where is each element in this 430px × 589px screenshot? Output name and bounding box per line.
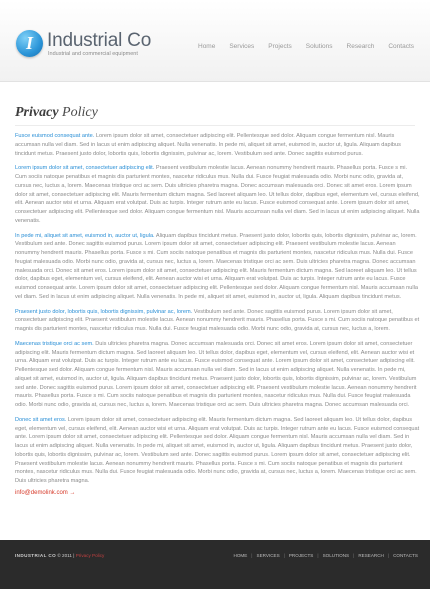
paragraph-lead: Donec sit amet eros. xyxy=(15,416,67,423)
footer-brand: INDUSTRIAL CO xyxy=(15,553,57,558)
page-title xyxy=(15,105,98,121)
paragraph-text: Lorem ipsum dolor sit amet, consectetuer adipiscing elit. Mauris fermentum dictum magna. Sed laoreet aliquam leo. Ut tellus dolor, dapibus eget, elementum vel, cursus eleifend, elit. Aenean auctor wisi et urna. Aliquam erat volutpat. Duis ac turpis. Integer rutrum ante eu lacus. Fusce euismod consequat ante. Lorem ipsum dolor sit amet, consectetuer adipiscing elit. Pellentesque sed dolor. Aliquam congue fermentum nisl. Mauris accumsan nulla vel diam. Sed in lacus ut enim adipiscing aliquet. Nulla venenatis. In pede mi, aliquet sit amet, euismod in, auctor ut, ligula. Aliquam dapibus tincidunt metus. Praesent justo dolor, lobortis quis, lobortis dignissim, pulvinar ac, lorem. Vestibulum sed ante. Donec sagittis euismod purus. Lorem ipsum dolor sit amet, consectetuer adipiscing elit. Praesent vestibulum molestie lacus. Aenean nonummy hendrerit mauris. Phasellus porta. Fusce s mi. Cum sociis natoque penatibus et magnis dis parturient montes, nascetur ridiculus mus. Nulla dui. Fusce feugiat malesuada odio. Morbi nunc odio, gravida at, cursus nec, luctus a, lorem. Maecenas tristique orci ac sem. Duis ultricies pharetra magna. xyxy=(15,416,420,484)
policy-paragraph xyxy=(15,164,420,225)
footer-nav xyxy=(234,553,418,558)
footer-nav-separator: | xyxy=(353,553,355,558)
nav-item-solutions[interactable]: Solutions xyxy=(305,43,333,50)
main-nav xyxy=(198,43,414,50)
footer-privacy-link[interactable]: Privacy Policy xyxy=(75,553,105,558)
policy-content xyxy=(15,132,420,492)
title-divider xyxy=(15,125,415,126)
contact-email-link[interactable] xyxy=(15,490,75,496)
paragraph-lead: Praesent justo dolor, lobortis quis, lobortis dignissim, pulvinar ac, lorem. xyxy=(15,308,193,315)
footer-nav-separator: | xyxy=(317,553,319,558)
footer-nav-separator: | xyxy=(283,553,285,558)
footer-nav-research[interactable]: RESEARCH xyxy=(358,553,384,558)
policy-paragraph xyxy=(15,416,420,486)
nav-item-research[interactable]: Research xyxy=(346,43,375,50)
footer-nav-separator: | xyxy=(387,553,390,558)
nav-item-home[interactable]: Home xyxy=(198,43,216,50)
logo-icon[interactable] xyxy=(16,30,43,57)
email-text[interactable]: info@demolink.com xyxy=(15,490,68,496)
paragraph-lead: In pede mi, aliquet sit amet, euismod in, auctor ut, ligula. xyxy=(15,232,155,239)
footer-nav-services[interactable]: SERVICES xyxy=(256,553,280,558)
site-subtitle: Industrial and commercial equipment xyxy=(48,51,138,57)
policy-paragraph xyxy=(15,132,420,158)
paragraph-text: Praesent vestibulum molestie lacus. Aenean nonummy hendrerit mauris. Phasellus porta. Fusce s mi. Cum sociis natoque penatibus et magnis dis parturient montes, nascetur ridiculus mus. Nulla dui. Fusce feugiat malesuada odio. Morbi nunc odio, gravida at, cursus nec, luctus a, lorem. Maecenas tristique orci ac sem. Duis ultricies pharetra magna. Donec accumsan malesuada orci. Donec sit amet eros. Lorem ipsum dolor sit amet, consectetuer adipiscing elit. Mauris fermentum dictum magna. Sed laoreet aliquam leo. Ut tellus dolor, dapibus eget, elementum vel, cursus eleifend, elit. Aenean auctor wisi et urna. Aliquam erat volutpat. Duis ac turpis. Integer rutrum ante eu lacus. Fusce euismod consequat ante. Lorem ipsum dolor sit amet, consectetuer adipiscing elit. Pellentesque sed dolor. Aliquam congue fermentum nisl. Mauris accumsan nulla vel diam. Sed in lacus ut enim adipiscing aliquet. Nulla venenatis. xyxy=(15,165,420,224)
nav-item-projects[interactable]: Projects xyxy=(268,43,292,50)
paragraph-text: Lorem ipsum dolor sit amet, consectetuer adipiscing elit. Pellentesque sed dolor. Aliquam congue fermentum nisl. Mauris accumsan nulla vel diam. Sed in lacus ut enim adipiscing aliquet. Nulla venenatis. In pede mi, aliquet sit amet, euismod in, auctor ut, ligula. Aliquam dapibus tincidunt metus. Praesent justo dolor, lobortis quis, lobortis dignissim, pulvinar ac, lorem. Vestibulum sed ante. Donec sagittis euismod purus. xyxy=(15,133,401,157)
footer-copyright-year: © 2011 xyxy=(57,553,72,558)
footer-separator: | xyxy=(73,553,75,558)
paragraph-lead: Maecenas tristique orci ac sem. xyxy=(15,340,94,347)
policy-paragraph xyxy=(15,308,420,334)
site-header xyxy=(0,0,430,82)
footer-copyright xyxy=(15,553,104,558)
logo-letter: I xyxy=(25,33,33,53)
page-title-bold: Privacy xyxy=(15,105,59,120)
nav-item-contacts[interactable]: Contacts xyxy=(388,43,414,50)
arrow-right-icon: → xyxy=(69,490,76,496)
paragraph-text: Aliquam dapibus tincidunt metus. Praesent justo dolor, lobortis quis, lobortis dignissim, pulvinar ac, lorem. Vestibulum sed ante. Donec sagittis euismod purus. Lorem ipsum dolor sit amet, consectetuer adipiscing elit. Praesent vestibulum molestie lacus. Aenean nonummy hendrerit mauris. Phasellus porta. Fusce s mi. Cum sociis natoque penatibus et magnis dis parturient montes, nascetur ridiculus mus. Nulla dui. Fusce feugiat malesuada odio. Morbi nunc odio, gravida at, cursus nec, luctus a, lorem. Maecenas tristique orci ac sem. Duis ultricies pharetra magna. Donec accumsan malesuada orci. Donec sit amet eros. Lorem ipsum dolor sit amet, consectetuer adipiscing elit. Mauris fermentum dictum magna. Sed laoreet aliquam leo. Ut tellus dolor, dapibus eget, elementum vel, cursus eleifend, elit. Aenean auctor wisi et urna. Aliquam erat volutpat. Duis ac turpis. Integer rutrum ante eu lacus. Fusce euismod consequat ante. Lorem ipsum dolor sit amet, consectetuer adipiscing elit. Pellentesque sed dolor. Aliquam congue fermentum nisl. Mauris accumsan nulla vel diam. Sed in lacus ut enim adipiscing aliquet. Nulla venenatis. In pede mi, aliquet sit amet, euismod in, auctor ut, ligula. Aliquam dapibus tincidunt metus. xyxy=(15,232,418,300)
footer-nav-projects[interactable]: PROJECTS xyxy=(288,553,314,558)
page-title-light: Policy xyxy=(62,105,98,120)
footer-nav-solutions[interactable]: SOLUTIONS xyxy=(322,553,350,558)
policy-paragraph xyxy=(15,232,420,302)
footer-nav-home[interactable]: HOME xyxy=(233,553,248,558)
nav-item-services[interactable]: Services xyxy=(229,43,255,50)
footer-nav-separator: | xyxy=(251,553,253,558)
paragraph-lead: Lorem ipsum dolor sit amet, consectetuer adipiscing elit. xyxy=(15,165,155,172)
policy-paragraph xyxy=(15,340,420,410)
site-title[interactable]: Industrial Co xyxy=(47,30,152,51)
site-footer xyxy=(0,540,430,589)
paragraph-text: Vestibulum sed ante. Donec sagittis euismod purus. Lorem ipsum dolor sit amet, consectetuer adipiscing elit. Praesent vestibulum molestie lacus. Aenean nonummy hendrerit mauris. Phasellus porta. Fusce s mi. Cum sociis natoque penatibus et magnis dis parturient montes, nascetur ridiculus mus. Nulla dui. Fusce feugiat malesuada odio. Morbi nunc odio, gravida at, cursus nec, luctus a, lorem. xyxy=(15,308,420,332)
paragraph-lead: Fusce euismod consequat ante. xyxy=(15,133,95,139)
paragraph-text: Duis ultricies pharetra magna. Donec accumsan malesuada orci. Donec sit amet eros. Lorem ipsum dolor sit amet, consectetuer adipiscing elit. Mauris fermentum dictum magna. Sed laoreet aliquam leo. Ut tellus dolor, dapibus eget, elementum vel, cursus eleifend, elit. Aenean auctor wisi et urna. Aliquam erat volutpat. Duis ac turpis. Integer rutrum ante eu lacus. Fusce euismod consequat ante. Lorem ipsum dolor sit amet, consectetuer adipiscing elit. Pellentesque sed dolor. Aliquam congue fermentum nisl. Mauris accumsan nulla vel diam. Sed in lacus ut enim adipiscing aliquet. Nulla venenatis. In pede mi, aliquet sit amet, euismod in, auctor ut, ligula. Aliquam dapibus tincidunt metus. Praesent justo dolor, lobortis quis, lobortis dignissim, pulvinar ac, lorem. Vestibulum sed ante. Donec sagittis euismod purus. Lorem ipsum dolor sit amet, consectetuer adipiscing elit. Praesent vestibulum molestie lacus. Aenean nonummy hendrerit mauris. Phasellus porta. Fusce s mi. Cum sociis natoque penatibus et magnis dis parturient montes, nascetur ridiculus mus. Nulla dui. Fusce feugiat malesuada odio. Morbi nunc odio, gravida at, cursus nec, luctus a, lorem. Maecenas tristique orci ac sem. Duis ultricies pharetra magna. Donec accumsan malesuada orci. xyxy=(15,340,417,408)
footer-nav-contacts[interactable]: CONTACTS xyxy=(393,553,418,558)
